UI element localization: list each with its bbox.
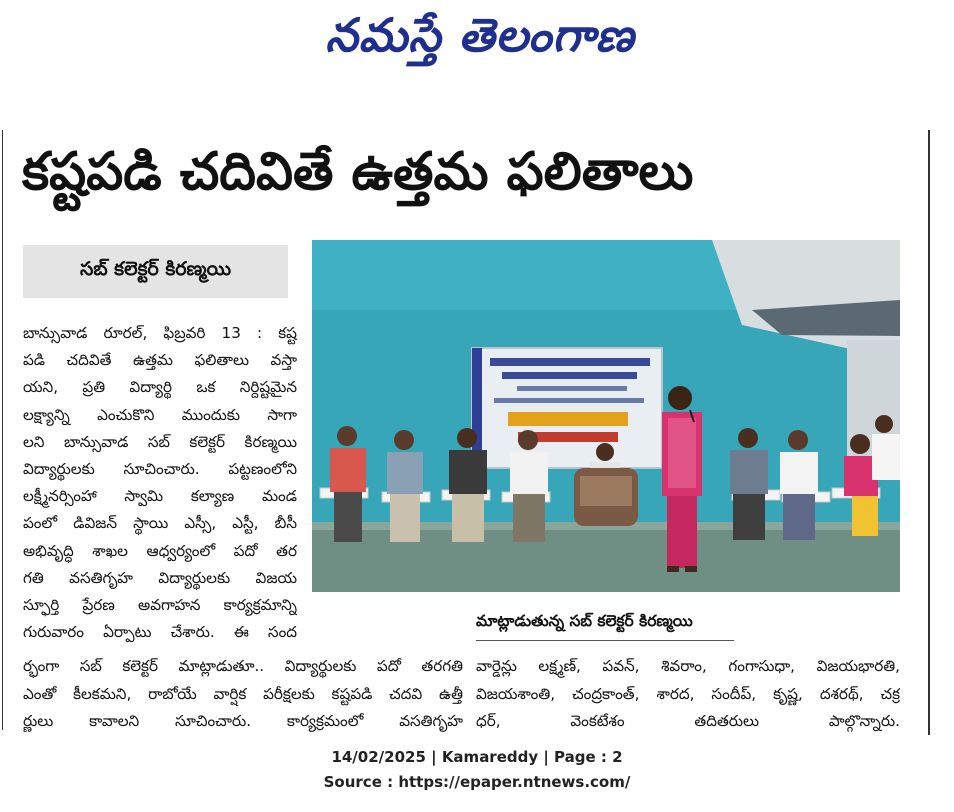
body-line: విజయశాంతి, చంద్రకాంత్, శారద, సందీప్, కృష్ణ, దశరథ్, చక్ర <box>476 684 900 703</box>
left-column-rule <box>2 130 3 730</box>
body-line: స్ఫూర్తి ప్రేరణ అవగాహన కార్యక్రమాన్ని <box>23 596 297 615</box>
body-line: ఎంతో కీలకమని, రాబోయే వార్షిక పరీక్షలకు కష్టపడి చదవి ఉత్తీ <box>23 684 463 703</box>
article-headline: కష్టపడి చదివితే ఉత్తమ ఫలితాలు <box>22 142 694 202</box>
body-line: అభివృద్ధి శాఖల ఆధ్వర్యంలో పదో తర <box>23 541 297 560</box>
article-body-continued <box>23 653 463 736</box>
body-line: లని బాన్సువాడ సబ్ కలెక్టర్ కిరణ్మయి <box>23 432 297 451</box>
body-line: ధర్, వెంకటేశం తదితరులు పాల్గొన్నారు. <box>476 712 900 730</box>
caption-divider <box>476 640 734 641</box>
body-line: గతి వసతిగృహ విద్యార్థులకు విజయ <box>23 568 297 587</box>
footer-date-edition: 14/02/2025 | Kamareddy | Page : 2 <box>331 748 623 766</box>
article-body-right <box>476 653 900 736</box>
article-subheadline: సబ్ కలెక్టర్ కిరణ్మయి <box>23 245 288 298</box>
body-line: ర్ణులు కావాలని సూచించారు. కార్యక్రమంలో వసతిగృహ <box>23 712 463 730</box>
article-body-column <box>23 320 297 646</box>
event-photo <box>312 240 900 592</box>
right-column-rule <box>928 130 930 735</box>
event-photo-illustration <box>312 240 900 592</box>
body-line: లక్ష్యాన్ని ఎంచుకొని ముందుకు సాగా <box>23 405 297 424</box>
body-line: గురువారం ఏర్పాటు చేశారు. ఈ సంద <box>23 623 297 642</box>
photo-caption: మాట్లాడుతున్న సబ్ కలెక్టర్ కిరణ్మయి <box>476 612 693 630</box>
body-line: వార్డెన్లు లక్ష్మణ్, పవన్, శివరాం, గంగాసుధా, విజయభారతి, <box>476 657 900 675</box>
body-line: బాన్సువాడ రూరల్, ఫిబ్రవరి 13 : కష్ట <box>23 324 297 342</box>
footer-source-link[interactable]: Source : https://epaper.ntnews.com/ <box>323 773 631 791</box>
body-line: పడి చదివితే ఉత్తమ ఫలితాలు వస్తా <box>23 351 297 370</box>
page-footer <box>0 745 954 795</box>
body-line: పంలో డివిజన్ స్థాయి ఎస్సీ, ఎస్టీ, బీసీ <box>23 514 297 533</box>
body-line: లక్ష్మీనర్సింహా స్వామి కల్యాణ మండ <box>23 487 297 506</box>
body-line: ర్భంగా సబ్ కలెక్టర్ మాట్లాడుతూ.. విద్యార్థులకు పదో తరగతి <box>23 657 463 675</box>
body-line: విద్యార్థులకు సూచించారు. పట్టణంలోని <box>23 460 297 479</box>
newspaper-masthead: నమస్తే తెలంగాణ <box>325 8 635 62</box>
body-line: యని, ప్రతి విద్యార్థి ఒక నిర్దిష్టమైన <box>23 378 297 397</box>
